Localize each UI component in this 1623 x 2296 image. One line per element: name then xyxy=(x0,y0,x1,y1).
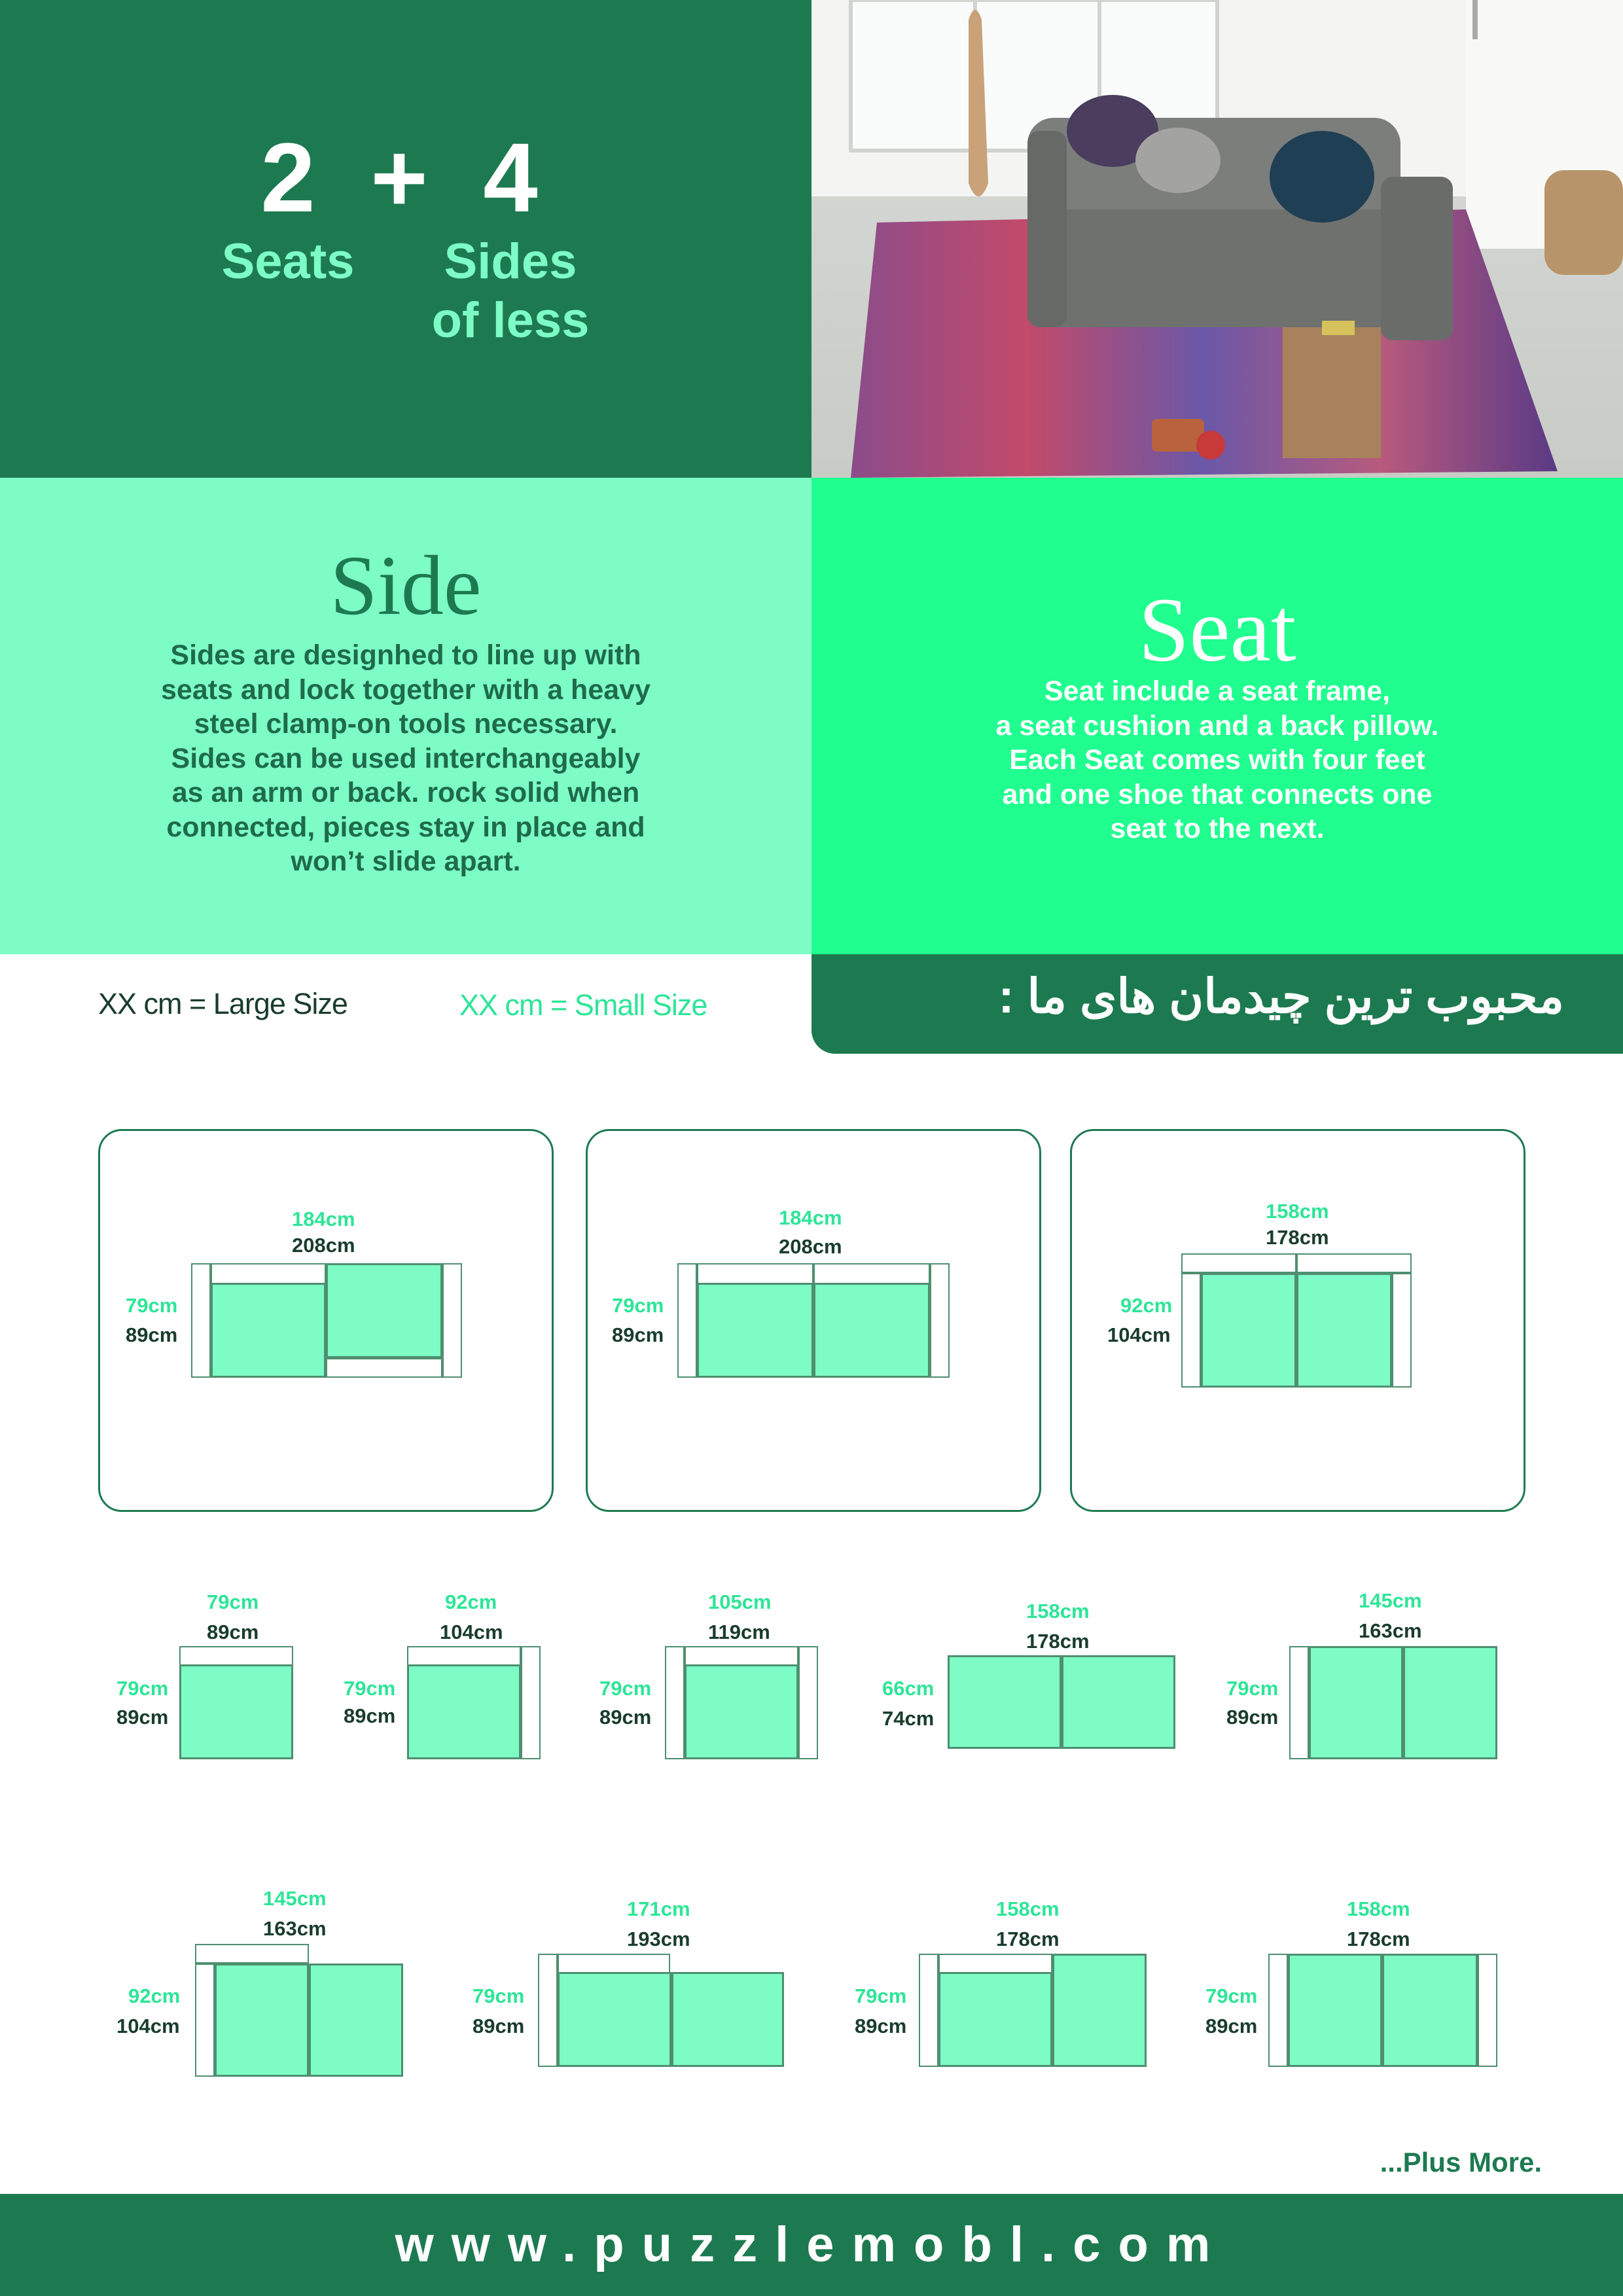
depth-small: 79cm xyxy=(126,1294,178,1317)
side-piece xyxy=(1181,1273,1201,1388)
depth-small: 79cm xyxy=(612,1294,664,1317)
seat-piece xyxy=(211,1283,326,1378)
side-piece xyxy=(407,1646,521,1666)
seat-piece xyxy=(697,1283,813,1378)
depth-large: 89cm xyxy=(1205,2015,1258,2037)
depth-small: 92cm xyxy=(1120,1294,1173,1317)
side-piece xyxy=(1296,1253,1412,1273)
width-large: 178cm xyxy=(1347,1928,1410,1950)
side-piece xyxy=(813,1263,930,1284)
seat-piece xyxy=(179,1664,293,1759)
side-description: Sides are designhed to line up with seats and lock together with a heavy steel clamp-on tools necessary. Sides can be used interchangeably as an arm or back. rock solid when connected, pieces stay in place and won’t slide apart. xyxy=(161,639,651,877)
width-large: 178cm xyxy=(1026,1630,1090,1653)
depth-large: 89cm xyxy=(612,1323,664,1346)
seat-piece xyxy=(813,1283,930,1378)
side-piece xyxy=(179,1646,293,1666)
side-piece xyxy=(697,1263,813,1284)
seats-label: Seats xyxy=(221,234,355,289)
seat-description: Seat include a seat frame, a seat cushion and a back pillow. Each Seat comes with four feet and one shoe that connects one seat to the next. xyxy=(995,675,1439,844)
seat-piece xyxy=(1052,1954,1147,2067)
depth-large: 104cm xyxy=(1107,1323,1171,1346)
popular-banner xyxy=(812,954,1623,1054)
legend-small: XX cm = Small Size xyxy=(459,988,707,1022)
depth-large: 74cm xyxy=(882,1707,935,1730)
width-large: 119cm xyxy=(708,1621,770,1643)
seat-piece xyxy=(326,1263,442,1358)
width-large: 178cm xyxy=(1266,1226,1329,1249)
depth-large: 89cm xyxy=(126,1323,178,1346)
side-piece xyxy=(1478,1954,1497,2067)
width-small: 105cm xyxy=(708,1590,772,1613)
depth-large: 104cm xyxy=(116,2015,180,2037)
seat-piece xyxy=(1296,1273,1392,1388)
legend-large: XX cm = Large Size xyxy=(98,987,348,1020)
seat-piece xyxy=(1201,1273,1296,1388)
width-large: 208cm xyxy=(292,1234,355,1257)
seat-piece xyxy=(309,1964,403,2077)
depth-small: 66cm xyxy=(882,1677,935,1700)
width-small: 184cm xyxy=(779,1206,842,1229)
depth-small: 79cm xyxy=(855,1984,907,2007)
depth-small: 79cm xyxy=(1226,1677,1279,1700)
width-large: 163cm xyxy=(263,1917,327,1940)
seat-piece xyxy=(1061,1655,1175,1749)
seat-piece xyxy=(1382,1954,1478,2067)
sides-count: 4 xyxy=(483,122,538,232)
sofa-photo xyxy=(812,0,1623,478)
side-piece xyxy=(798,1646,818,1759)
seat-piece xyxy=(671,1972,784,2067)
seat-piece xyxy=(685,1664,798,1759)
seat-piece xyxy=(215,1964,309,2077)
seat-piece xyxy=(407,1664,521,1759)
width-large: 104cm xyxy=(440,1621,503,1643)
side-piece xyxy=(665,1646,685,1759)
side-panel xyxy=(0,478,812,954)
seat-piece xyxy=(558,1972,671,2067)
width-small: 158cm xyxy=(996,1897,1060,1920)
depth-small: 79cm xyxy=(344,1677,396,1700)
width-small: 171cm xyxy=(627,1897,690,1920)
side-piece xyxy=(677,1263,697,1378)
side-piece xyxy=(558,1954,670,1973)
side-piece xyxy=(1268,1954,1288,2067)
depth-large: 89cm xyxy=(344,1704,396,1727)
side-piece xyxy=(211,1263,326,1284)
side-piece xyxy=(191,1263,211,1378)
side-piece xyxy=(1392,1273,1412,1388)
depth-small: 79cm xyxy=(1205,1984,1258,2007)
seats-count: 2 xyxy=(260,122,315,232)
seat-title: Seat xyxy=(1138,579,1296,681)
side-piece xyxy=(538,1954,558,2067)
side-piece xyxy=(195,1964,215,2077)
width-small: 145cm xyxy=(263,1887,327,1910)
side-piece xyxy=(938,1954,1052,1973)
plus-more: ...Plus More. xyxy=(1380,2147,1542,2178)
width-small: 79cm xyxy=(207,1590,259,1613)
seat-piece xyxy=(1309,1646,1403,1759)
depth-large: 89cm xyxy=(1226,1706,1279,1729)
width-large: 163cm xyxy=(1359,1619,1422,1642)
side-piece xyxy=(326,1358,442,1378)
depth-large: 89cm xyxy=(473,2015,525,2037)
width-large: 193cm xyxy=(627,1928,690,1950)
depth-small: 79cm xyxy=(116,1677,169,1700)
side-piece xyxy=(521,1646,541,1759)
website-link[interactable]: www.puzzlemobl.com xyxy=(395,2217,1228,2272)
depth-small: 79cm xyxy=(473,1984,525,2007)
width-small: 158cm xyxy=(1026,1600,1090,1623)
depth-large: 89cm xyxy=(116,1706,169,1729)
depth-small: 92cm xyxy=(128,1984,181,2007)
side-title: Side xyxy=(330,539,482,633)
side-piece xyxy=(919,1954,938,2067)
width-large: 178cm xyxy=(996,1928,1060,1950)
depth-large: 89cm xyxy=(855,2015,907,2037)
sides-label: Sides of less xyxy=(431,234,590,348)
side-piece xyxy=(930,1263,950,1378)
seat-piece xyxy=(1403,1646,1497,1759)
side-piece xyxy=(685,1646,798,1666)
side-piece xyxy=(1289,1646,1309,1759)
width-small: 145cm xyxy=(1359,1589,1422,1612)
seat-piece xyxy=(948,1655,1061,1749)
footer xyxy=(0,2194,1623,2296)
depth-small: 79cm xyxy=(599,1677,652,1700)
seat-piece xyxy=(938,1972,1052,2067)
popular-banner-text: محبوب ترین چیدمان های ما : xyxy=(998,971,1564,1023)
hero-panel xyxy=(0,0,812,478)
width-small: 92cm xyxy=(445,1590,497,1613)
width-small: 158cm xyxy=(1266,1200,1329,1223)
seat-piece xyxy=(1288,1954,1382,2067)
width-large: 89cm xyxy=(207,1621,259,1643)
living-room-image xyxy=(812,0,1623,478)
side-piece xyxy=(1181,1253,1296,1273)
side-piece xyxy=(442,1263,462,1378)
width-small: 158cm xyxy=(1347,1897,1410,1920)
side-piece xyxy=(195,1944,309,1964)
plus-sign: + xyxy=(370,122,428,232)
width-small: 184cm xyxy=(292,1208,355,1230)
width-large: 208cm xyxy=(779,1235,842,1258)
depth-large: 89cm xyxy=(599,1706,652,1729)
seat-panel xyxy=(812,478,1623,954)
